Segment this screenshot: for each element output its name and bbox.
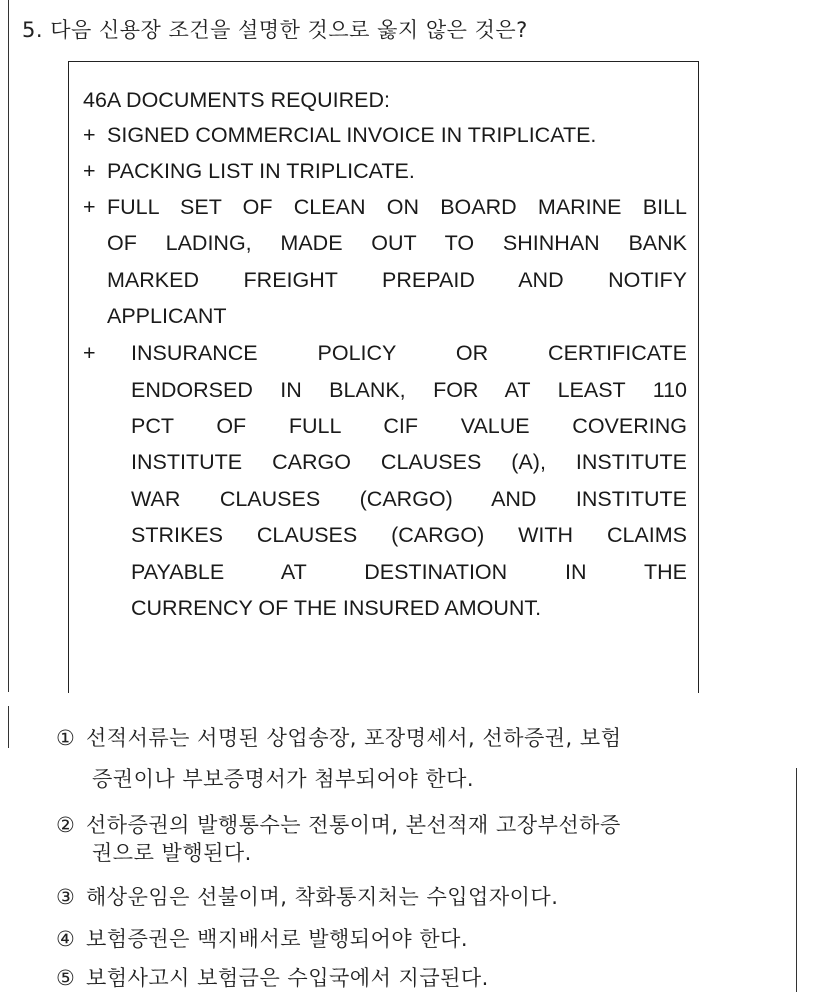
lc-item-line: INSURANCE POLICY OR CERTIFICATE — [131, 341, 687, 365]
lc-item-line: OF LADING, MADE OUT TO SHINHAN BANK — [107, 231, 687, 255]
option-number: ② — [56, 813, 76, 837]
lc-item-line: PAYABLE AT DESTINATION IN THE — [131, 560, 687, 584]
lc-heading: 46A DOCUMENTS REQUIRED: — [83, 88, 391, 112]
lc-item-line: STRIKES CLAUSES (CARGO) WITH CLAIMS — [131, 523, 687, 547]
option-4[interactable] — [56, 923, 468, 953]
option-number: ③ — [56, 885, 76, 909]
lc-item-line: APPLICANT — [107, 304, 227, 328]
lc-item-line: ENDORSED IN BLANK, FOR AT LEAST 110 — [131, 378, 687, 402]
lc-bullet: + — [83, 123, 96, 147]
option-text: 보험사고시 보험금은 수입국에서 지급된다. — [86, 966, 489, 990]
lc-item-line: CURRENCY OF THE INSURED AMOUNT. — [131, 596, 542, 620]
option-1-continuation: 증권이나 부보증명서가 첨부되어야 한다. — [92, 767, 475, 791]
right-margin-rule — [796, 768, 797, 992]
lc-bullet: + — [83, 159, 96, 183]
option-text: 해상운임은 선불이며, 착화통지처는 수입업자이다. — [86, 885, 559, 909]
option-text: 보험증권은 백지배서로 발행되어야 한다. — [86, 927, 469, 951]
question-text: 5. 다음 신용장 조건을 설명한 것으로 옳지 않은 것은? — [22, 18, 528, 42]
option-2-continuation: 권으로 발행된다. — [92, 841, 252, 865]
option-5[interactable] — [56, 962, 489, 992]
left-margin-rule-lower — [8, 706, 9, 748]
lc-item-line: FULL SET OF CLEAN ON BOARD MARINE BILL — [107, 195, 687, 219]
option-number: ④ — [56, 927, 76, 951]
lc-item-line: SIGNED COMMERCIAL INVOICE IN TRIPLICATE. — [107, 123, 597, 147]
lc-item-line: INSTITUTE CARGO CLAUSES (A), INSTITUTE — [131, 450, 687, 474]
lc-bullet: + — [83, 195, 96, 219]
option-3[interactable] — [56, 881, 558, 911]
lc-bullet: + — [83, 341, 96, 365]
lc-item-line: PCT OF FULL CIF VALUE COVERING — [131, 414, 687, 438]
option-number: ① — [56, 726, 76, 750]
lc-item-line: WAR CLAUSES (CARGO) AND INSTITUTE — [131, 487, 687, 511]
option-1[interactable] — [56, 722, 621, 752]
option-text: 선적서류는 서명된 상업송장, 포장명세서, 선하증권, 보험 — [86, 726, 622, 750]
option-number: ⑤ — [56, 966, 76, 990]
lc-documents-box — [68, 61, 699, 693]
option-text: 선하증권의 발행통수는 전통이며, 본선적재 고장부선하증 — [86, 813, 621, 837]
option-2[interactable] — [56, 809, 621, 839]
lc-item-line: PACKING LIST IN TRIPLICATE. — [107, 159, 415, 183]
left-margin-rule — [8, 0, 9, 692]
lc-item-line: MARKED FREIGHT PREPAID AND NOTIFY — [107, 268, 687, 292]
